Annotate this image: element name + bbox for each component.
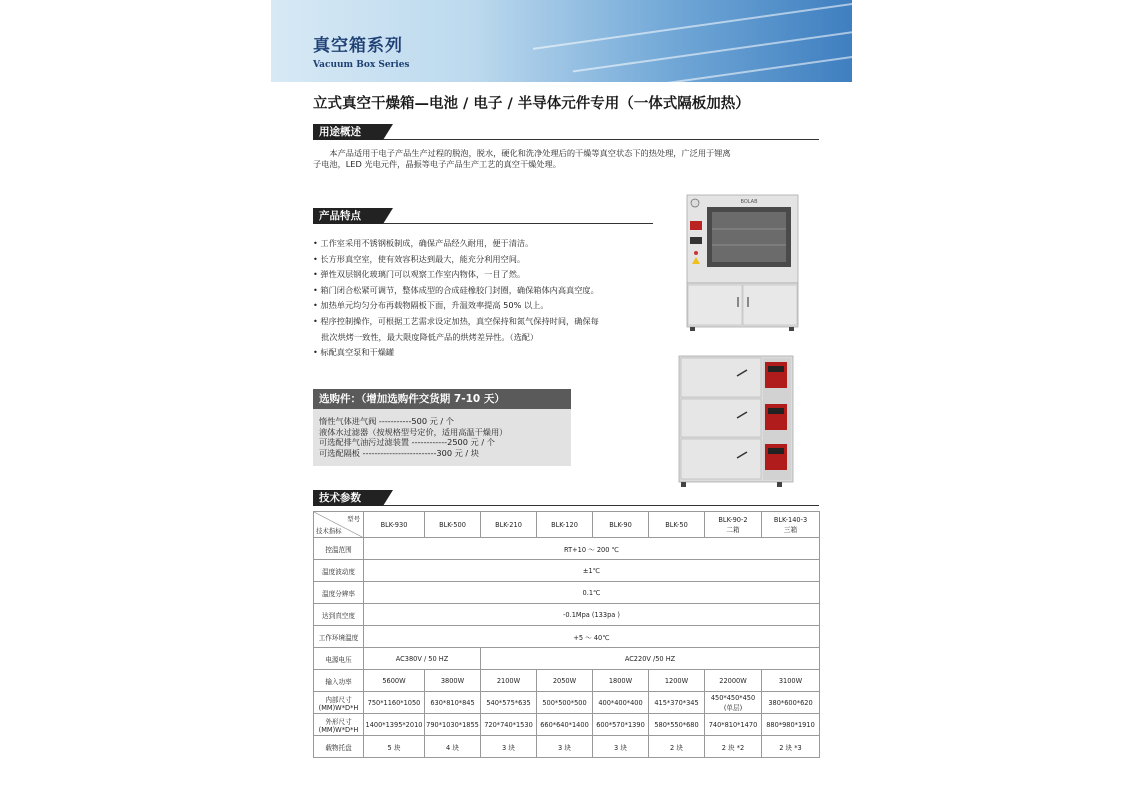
model-cell: BLK-120: [537, 512, 593, 538]
vacuum-oven-single-icon: [685, 193, 800, 333]
cell: 4 块: [425, 736, 481, 758]
row-value: RT+10 ～ 200 ℃: [364, 538, 820, 560]
cell: 740*810*1470: [705, 714, 762, 736]
row-value: AC220V /50 HZ: [481, 648, 820, 670]
header-banner: [271, 0, 852, 82]
corner-bottom-label: 技术指标: [316, 527, 342, 535]
model-cell: BLK-930: [364, 512, 425, 538]
cell: 3100W: [762, 670, 820, 692]
cell: 540*575*635: [481, 692, 537, 714]
row-label: 载物托盘: [314, 736, 364, 758]
table-row: [314, 692, 820, 714]
feature-item: • 工作室采用不锈钢板制成，确保产品经久耐用，便于清洁。: [313, 238, 534, 248]
cell: 3 块: [537, 736, 593, 758]
model-cell: BLK-90-2 二箱: [705, 512, 762, 538]
table-row: [314, 648, 820, 670]
usage-paragraph: [313, 148, 819, 170]
model-cell: BLK-210: [481, 512, 537, 538]
option-item: 惰性气体进气阀 -----------500 元 / 个: [319, 416, 454, 426]
spec-table: [313, 511, 820, 758]
table-row: [314, 538, 820, 560]
model-cell: BLK-50: [649, 512, 705, 538]
row-value: -0.1Mpa (133pa ): [364, 604, 820, 626]
cell: 2050W: [537, 670, 593, 692]
vacuum-oven-triple-icon: [677, 354, 797, 492]
cell: 720*740*1530: [481, 714, 537, 736]
model-cell: BLK-90: [593, 512, 649, 538]
features-section-header: [313, 208, 653, 224]
cell: 500*500*500: [537, 692, 593, 714]
feature-item: 批次烘烤一致性，最大限度降低产品的烘烤差异性。（选配）: [313, 331, 539, 342]
model-cell: BLK-140-3 三箱: [762, 512, 820, 538]
cell: 2 块 *3: [762, 736, 820, 758]
feature-item: • 标配真空泵和干燥罐: [313, 347, 395, 358]
series-subtitle: Vacuum Box Series: [313, 60, 410, 70]
cell: 3800W: [425, 670, 481, 692]
feature-item: • 程序控制操作，可根据工艺需求设定加热，真空保持和氮气保持时间，确保每: [313, 315, 599, 326]
table-row: [314, 560, 820, 582]
options-heading: 选购件：（增加选购件交货期 7-10 天）: [313, 389, 571, 409]
row-label: 达到真空度: [314, 604, 364, 626]
cell: 380*600*620: [762, 692, 820, 714]
model-cell: BLK-500: [425, 512, 481, 538]
row-label: 温度分辨率: [314, 582, 364, 604]
feature-item: • 长方形真空室，使有效容积达到最大，能充分利用空间。: [313, 253, 526, 264]
row-label: 电源电压: [314, 648, 364, 670]
row-value: ±1℃: [364, 560, 820, 582]
corner-cell: [314, 512, 364, 538]
option-item: 液体水过滤器（按规格型号定价，适用高温干燥用）: [319, 426, 508, 437]
row-value: +5 ～ 40℃: [364, 626, 820, 648]
cell: 3 块: [481, 736, 537, 758]
cell: 2100W: [481, 670, 537, 692]
brochure-page: [271, 0, 852, 793]
features-list: [313, 236, 663, 361]
option-item: 可选配隔板 -------------------------300 元 / 块: [319, 447, 479, 458]
usage-line: 子电池，LED 光电元件，晶振等电子产品生产工艺的真空干燥处理。: [313, 159, 561, 169]
cell: 400*400*400: [593, 692, 649, 714]
cell: 630*810*845: [425, 692, 481, 714]
product-title: 立式真空干燥箱—电池 / 电子 / 半导体元件专用（一体式隔板加热）: [313, 96, 750, 112]
cell: 790*1030*1855: [425, 714, 481, 736]
feature-item: • 弹性双层钢化玻璃门可以观察工作室内物体，一目了然。: [313, 269, 526, 280]
option-item: 可选配排气油污过滤装置 ------------2500 元 / 个: [319, 437, 495, 447]
row-label: 输入功率: [314, 670, 364, 692]
cell: 750*1160*1050: [364, 692, 425, 714]
features-heading: 产品特点: [313, 208, 383, 224]
cell: 22000W: [705, 670, 762, 692]
row-label: 控温范围: [314, 538, 364, 560]
specs-section-header: [313, 490, 819, 506]
feature-item: • 箱门闭合松紧可调节，整体成型的合成硅橡胶门封圈，确保箱体内高真空度。: [313, 284, 599, 295]
table-row: [314, 604, 820, 626]
row-value: 0.1℃: [364, 582, 820, 604]
row-label: 温度波动度: [314, 560, 364, 582]
usage-heading: 用途概述: [313, 124, 383, 140]
cell: 580*550*680: [649, 714, 705, 736]
cell: 660*640*1400: [537, 714, 593, 736]
corner-top-label: 型号: [347, 515, 360, 523]
cell: 415*370*345: [649, 692, 705, 714]
cell: 2 块 *2: [705, 736, 762, 758]
cell: 3 块: [593, 736, 649, 758]
usage-line: 本产品适用于电子产品生产过程的脱泡，脱水，硬化和洗净处理后的干燥等真空状态下的热处理，广泛用于锂离: [313, 148, 731, 158]
usage-section-header: [313, 124, 819, 140]
row-value: AC380V / 50 HZ: [364, 648, 481, 670]
feature-item: • 加热单元均匀分布再载物隔板下面，升温效率提高 50% 以上。: [313, 300, 549, 311]
table-header-row: [314, 512, 820, 538]
cell: 880*980*1910: [762, 714, 820, 736]
table-row: [314, 670, 820, 692]
table-row: [314, 714, 820, 736]
specs-heading: 技术参数: [313, 490, 383, 506]
table-row: [314, 736, 820, 758]
cell: 1200W: [649, 670, 705, 692]
oven-brand: BOLAB: [740, 199, 758, 205]
cell: 600*570*1390: [593, 714, 649, 736]
options-box: [313, 409, 571, 466]
cell: 2 块: [649, 736, 705, 758]
row-label: 内部尺寸 (MM)W*D*H: [314, 692, 364, 714]
series-title: 真空箱系列: [313, 36, 403, 56]
cell: 5600W: [364, 670, 425, 692]
table-row: [314, 626, 820, 648]
cell: 5 块: [364, 736, 425, 758]
row-label: 外形尺寸 (MM)W*D*H: [314, 714, 364, 736]
row-label: 工作环境温度: [314, 626, 364, 648]
table-row: [314, 582, 820, 604]
cell: 450*450*450 (单层): [705, 692, 762, 714]
cell: 1400*1395*2010: [364, 714, 425, 736]
cell: 1800W: [593, 670, 649, 692]
